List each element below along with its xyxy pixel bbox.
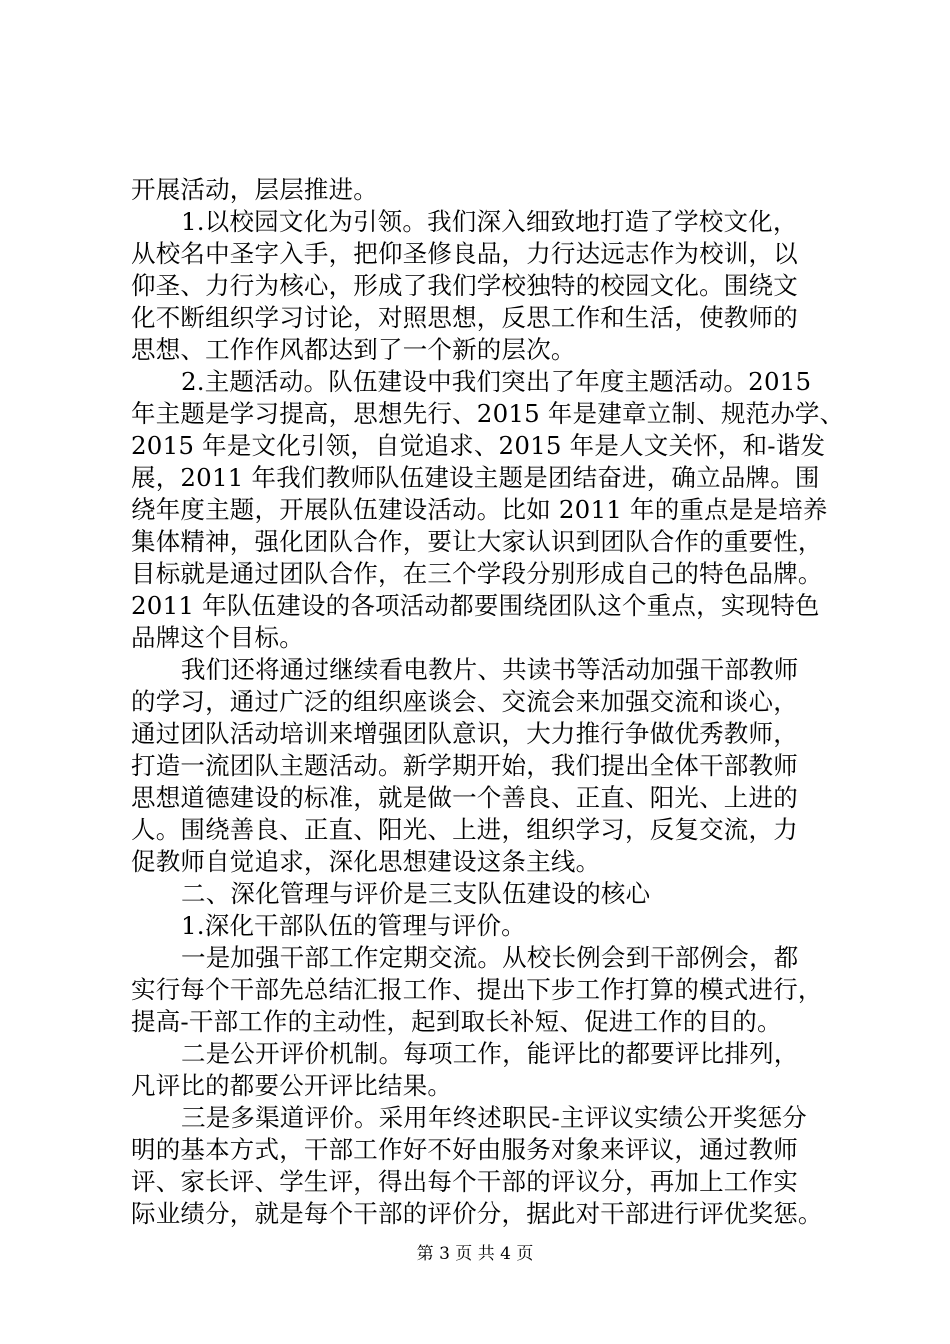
text-line: 三是多渠道评价。采用年终述职民-主评议实绩公开奖惩分 (181, 1103, 807, 1132)
text-line: 我们还将通过继续看电教片、共读书等活动加强干部教师 (181, 655, 799, 684)
text-line: 评、家长评、学生评，得出每个干部的评议分，再加上工作实 (131, 1167, 798, 1196)
text-line: 二是公开评价机制。每项工作，能评比的都要评比排列， (181, 1039, 799, 1068)
text-line: 通过团队活动培训来增强团队意识，大力推行争做优秀教师， (131, 719, 798, 748)
text-line: 展，2011 年我们教师队伍建设主题是团结奋进，确立品牌。围 (131, 463, 820, 492)
text-line: 的学习，通过广泛的组织座谈会、交流会来加强交流和谈心， (131, 687, 798, 716)
text-line: 2.主题活动。队伍建设中我们突出了年度主题活动。2015 (181, 367, 812, 396)
text-line: 仰圣、力行为核心，形成了我们学校独特的校园文化。围绕文 (131, 271, 798, 300)
text-line: 打造一流团队主题活动。新学期开始，我们提出全体干部教师 (131, 751, 798, 780)
text-line: 目标就是通过团队合作，在三个学段分别形成自己的特色品牌。 (131, 559, 823, 588)
text-line: 二、深化管理与评价是三支队伍建设的核心 (181, 879, 651, 908)
text-line: 人。围绕善良、正直、阳光、上进，组织学习，反复交流，力 (131, 815, 798, 844)
text-line: 提高-干部工作的主动性，起到取长补短、促进工作的目的。 (131, 1007, 782, 1036)
page-footer: 第 3 页 共 4 页 (416, 1244, 534, 1264)
text-line: 集体精神，强化团队合作，要让大家认识到团队合作的重要性， (131, 527, 823, 556)
text-line: 绕年度主题，开展队伍建设活动。比如 2011 年的重点是是培养 (131, 495, 828, 524)
text-line: 凡评比的都要公开评比结果。 (131, 1071, 453, 1100)
text-line: 明的基本方式，干部工作好不好由服务对象来评议，通过教师 (131, 1135, 798, 1164)
text-line: 1.以校园文化为引领。我们深入细致地打造了学校文化， (181, 207, 798, 236)
text-line: 1.深化干部队伍的管理与评价。 (181, 911, 526, 940)
text-line: 思想、工作作风都达到了一个新的层次。 (131, 335, 576, 364)
text-line: 从校名中圣字入手，把仰圣修良品，力行达远志作为校训，以 (131, 239, 798, 268)
text-line: 思想道德建设的标准，就是做一个善良、正直、阳光、上进的 (131, 783, 798, 812)
text-line: 际业绩分，就是每个干部的评价分，据此对干部进行评优奖惩。 (131, 1199, 823, 1228)
text-line: 促教师自觉追求，深化思想建设这条主线。 (131, 847, 601, 876)
text-line: 2011 年队伍建设的各项活动都要围绕团队这个重点，实现特色 (131, 591, 820, 620)
text-line: 一是加强干部工作定期交流。从校长例会到干部例会，都 (181, 943, 799, 972)
text-line: 化不断组织学习讨论，对照思想，反思工作和生活，使教师的 (131, 303, 798, 332)
text-line: 开展活动，层层推进。 (131, 175, 378, 204)
text-line: 年主题是学习提高，思想先行、2015 年是建章立制、规范办学、 (131, 399, 845, 428)
text-line: 2015 年是文化引领，自觉追求、2015 年是人文关怀，和-谐发 (131, 431, 826, 460)
document-body (131, 174, 845, 1230)
text-line: 实行每个干部先总结汇报工作、提出下步工作打算的模式进行， (131, 975, 823, 1004)
text-line: 品牌这个目标。 (131, 623, 304, 652)
